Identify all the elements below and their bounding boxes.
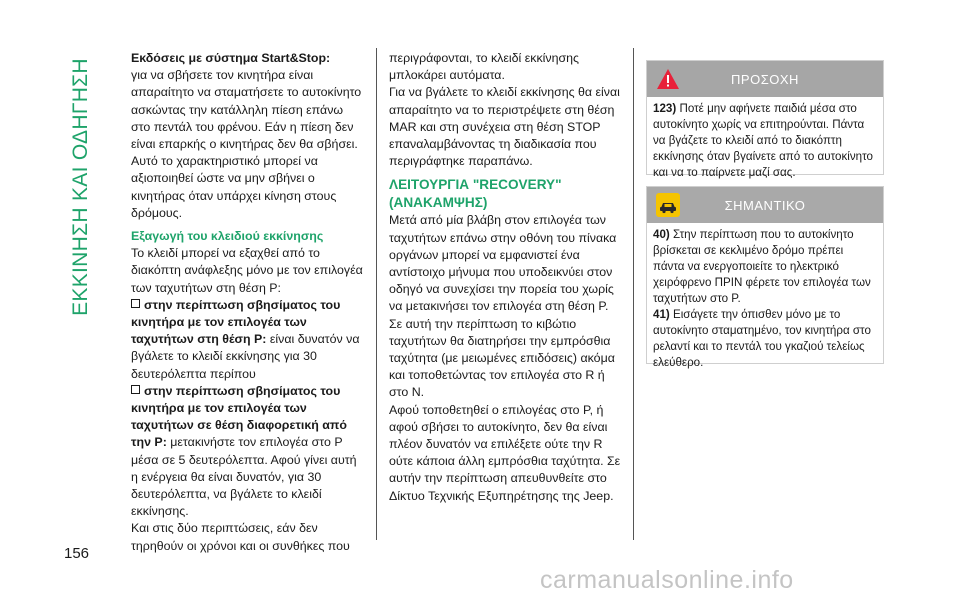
note-item-text: Στην περίπτωση που το αυτοκίνητο βρίσκεται σε κεκλιμένο δρόμο πρέπει πάντα να ενεργοποιείτε το ηλεκτρικό χειρόφρενο ΠΡΙΝ φέρετε τον επιλογέα των ταχυτήτων στο P. (653, 228, 871, 305)
bullet-1-bold: στην περίπτωση σβησίματος του κινητήρα με τον επιλογέα των ταχυτήτων στη θέση P: (131, 297, 341, 347)
column-divider-1 (376, 48, 377, 540)
note-box-body (647, 223, 883, 377)
page-number: 156 (64, 545, 90, 562)
bullet-2-bold: στην περίπτωση σβησίματος του κινητήρα με τον επιλογέα των ταχυτήτων σε θέση διαφορετική από την P: (131, 383, 347, 450)
recovery-heading: ΛΕΙΤΟΥΡΓΙΑ "RECOVERY" (ΑΝΑΚΑΜΨΗΣ) (389, 177, 562, 211)
warning-box-title: ΠΡΟΣΟΧΗ (731, 71, 799, 87)
key-removal-subheading: Εξαγωγή του κλειδιού εκκίνησης (131, 229, 324, 244)
note-item-text: Εισάγετε την όπισθεν μόνο με το αυτοκίνητο σταματημένο, τον κινητήρα στο ρελαντί και το πεντάλ του γκαζιού τελείως ελεύθερο. (653, 308, 871, 369)
warning-triangle-icon (656, 67, 680, 91)
side-title-text: ΕΚΚΙΝΗΣΗ ΚΑΙ ΟΔΗΓΗΣΗ (69, 57, 93, 316)
column-2 (389, 50, 621, 505)
recovery-paragraph-1: Μετά από μία βλάβη στον επιλογέα των ταχυτήτων επάνω στην οθόνη του πίνακα οργάνων μπορεί να εμφανιστεί ένα αντίστοιχο μήνυμα που υποδεικνύει στον οδηγό να συνεχίσει την πορεία του χωρίς να μετακινήσει τον επιλογέα στη θέση P. (389, 213, 617, 314)
startstop-heading: Εκδόσεις με σύστημα Start&Stop: (131, 51, 331, 65)
car-caution-icon (656, 193, 680, 217)
bullet-item-2 (131, 383, 363, 521)
bullet-square-icon (131, 385, 140, 394)
both-cases-paragraph: Και στις δύο περιπτώσεις, εάν δεν τηρηθούν οι χρόνοι και οι συνθήκες που (131, 521, 350, 553)
bullet-square-icon (131, 299, 140, 308)
warning-box-body (647, 97, 883, 187)
warning-item-123 (653, 101, 875, 181)
column-divider-2 (633, 48, 634, 540)
warning-box-header (647, 61, 883, 97)
startstop-paragraph: για να σβήσετε τον κινητήρα είναι απαραίτητο να σταματήσετε το αυτοκίνητο ασκώντας την κατάλληλη πίεση επάνω στο πεντάλ του φρένου. Εάν η πίεση δεν είναι επαρκής ο κινητήρας δεν θα σβήσει. Αυτό το χαρακτηριστικό μπορεί να αξιοποιηθεί ώστε να μην σβήνει ο κινητήρας όταν υπάρχει κίνηση στους δρόμους. (131, 68, 362, 220)
recovery-paragraph-2: Σε αυτή την περίπτωση το κιβώτιο ταχυτήτων θα διατηρήσει την εμπρόσθια ταχύτητα (με μειωμένες επιδόσεις) ακόμα και τοποθετώντας τον επιλογέα στο R ή στο N. (389, 316, 615, 400)
column-1 (131, 50, 363, 555)
bullet-1-text: είναι δυνατόν να βγάλετε το κλειδί εκκίνησης για 30 δευτερόλεπτα περίπου (131, 332, 360, 381)
note-item-number: 41) (653, 308, 670, 321)
key-removal-paragraph: Το κλειδί μπορεί να εξαχθεί από το διακόπτη ανάφλεξης μόνο με τον επιλογέα των ταχυτήτων στη θέση P: (131, 246, 363, 295)
note-box-header (647, 187, 883, 223)
warning-item-number: 123) (653, 102, 677, 115)
section-side-title (66, 54, 96, 319)
note-box-title: ΣΗΜΑΝΤΙΚΟ (724, 197, 806, 213)
recovery-paragraph-3: Αφού τοποθετηθεί ο επιλογέας στο P, ή αφού σβήσει το αυτοκίνητο, δεν θα είναι πλέον δυνατόν να επιλέξετε ούτε την R ούτε κάποια άλλη εμπρόσθια ταχύτητα. Σε αυτήν την περίπτωση απευθυνθείτε στο Δίκτυο Τεχνικής Εξυπηρέτησης της Jeep. (389, 402, 621, 503)
note-box (646, 186, 884, 369)
bullet-item-1 (131, 297, 363, 383)
note-item-40 (653, 227, 875, 307)
mar-stop-paragraph: Για να βγάλετε το κλειδί εκκίνησης θα είναι απαραίτητο να το περιστρέψετε στη θέση MAR και στη συνέχεια στη θέση STOP επαναλαμβάνοντας τη διαδικασία που περιγράφτηκε παραπάνω. (389, 85, 620, 169)
warning-item-text: Ποτέ μην αφήνετε παιδιά μέσα στο αυτοκίνητο χωρίς να επιτηρούνται. Πάντα να βγάζετε το κλειδί από το διακόπτη εκκίνησης όταν βγαίνετε από το αυτοκίνητο και να το παίρνετε μαζί σας. (653, 102, 873, 179)
bullet-2-text: μετακινήστε τον επιλογέα στο P μέσα σε 5 δευτερόλεπτα. Αφού γίνει αυτή η ενέργεια θα είναι δυνατόν, για 30 δευτερόλεπτα, να βγάλετε το κλειδί εκκίνησης. (131, 435, 357, 519)
warning-box (646, 60, 884, 179)
note-item-number: 40) (653, 228, 670, 241)
note-item-41 (653, 307, 875, 371)
continued-paragraph: περιγράφονται, το κλειδί εκκίνησης μπλοκάρει αυτόματα. (389, 51, 579, 83)
watermark: carmanualsonline.info (540, 566, 794, 594)
